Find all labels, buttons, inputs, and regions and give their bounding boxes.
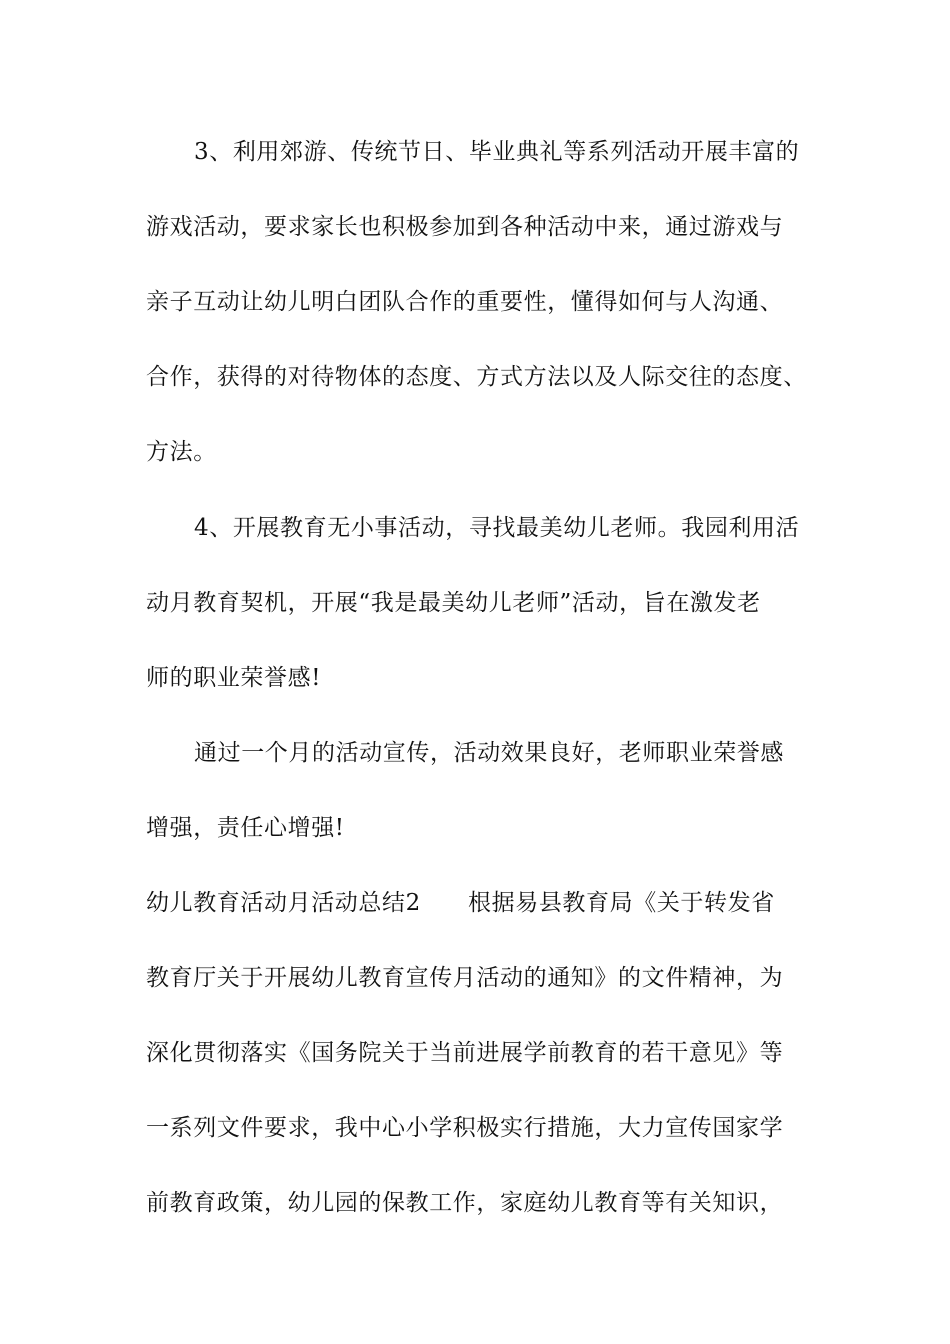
paragraph-3-line-5: 方法。	[146, 439, 217, 465]
section-2-line-1: 幼儿教育活动月活动总结2 根据易县教育局《关于转发省	[146, 890, 775, 916]
section-2-line-3: 深化贯彻落实《国务院关于当前进展学前教育的若干意见》等	[146, 1040, 784, 1066]
section-2-line-4: 一系列文件要求，我中心小学积极实行措施，大力宣传国家学	[146, 1115, 784, 1141]
paragraph-4-line-1: 4、开展教育无小事活动，寻找最美幼儿老师。我园利用活	[194, 515, 800, 541]
paragraph-3-line-2: 游戏活动，要求家长也积极参加到各种活动中来，通过游戏与	[146, 214, 784, 240]
section-2-line-5: 前教育政策，幼儿园的保教工作，家庭幼儿教育等有关知识，	[146, 1190, 784, 1216]
paragraph-4-line-3: 师的职业荣誉感!	[146, 665, 322, 691]
summary-paragraph-line-1: 通过一个月的活动宣传，活动效果良好，老师职业荣誉感	[194, 740, 784, 766]
paragraph-3-line-4: 合作，获得的对待物体的态度、方式方法以及人际交往的态度、	[146, 364, 807, 390]
section-2-line-2: 教育厅关于开展幼儿教育宣传月活动的通知》的文件精神，为	[146, 965, 784, 991]
paragraph-4-line-2: 动月教育契机，开展“我是最美幼儿老师”活动，旨在激发老	[146, 590, 761, 616]
paragraph-3-line-1: 3、利用郊游、传统节日、毕业典礼等系列活动开展丰富的	[194, 139, 800, 165]
summary-paragraph-line-2: 增强，责任心增强!	[146, 815, 345, 841]
paragraph-3-line-3: 亲子互动让幼儿明白团队合作的重要性，懂得如何与人沟通、	[146, 289, 784, 315]
